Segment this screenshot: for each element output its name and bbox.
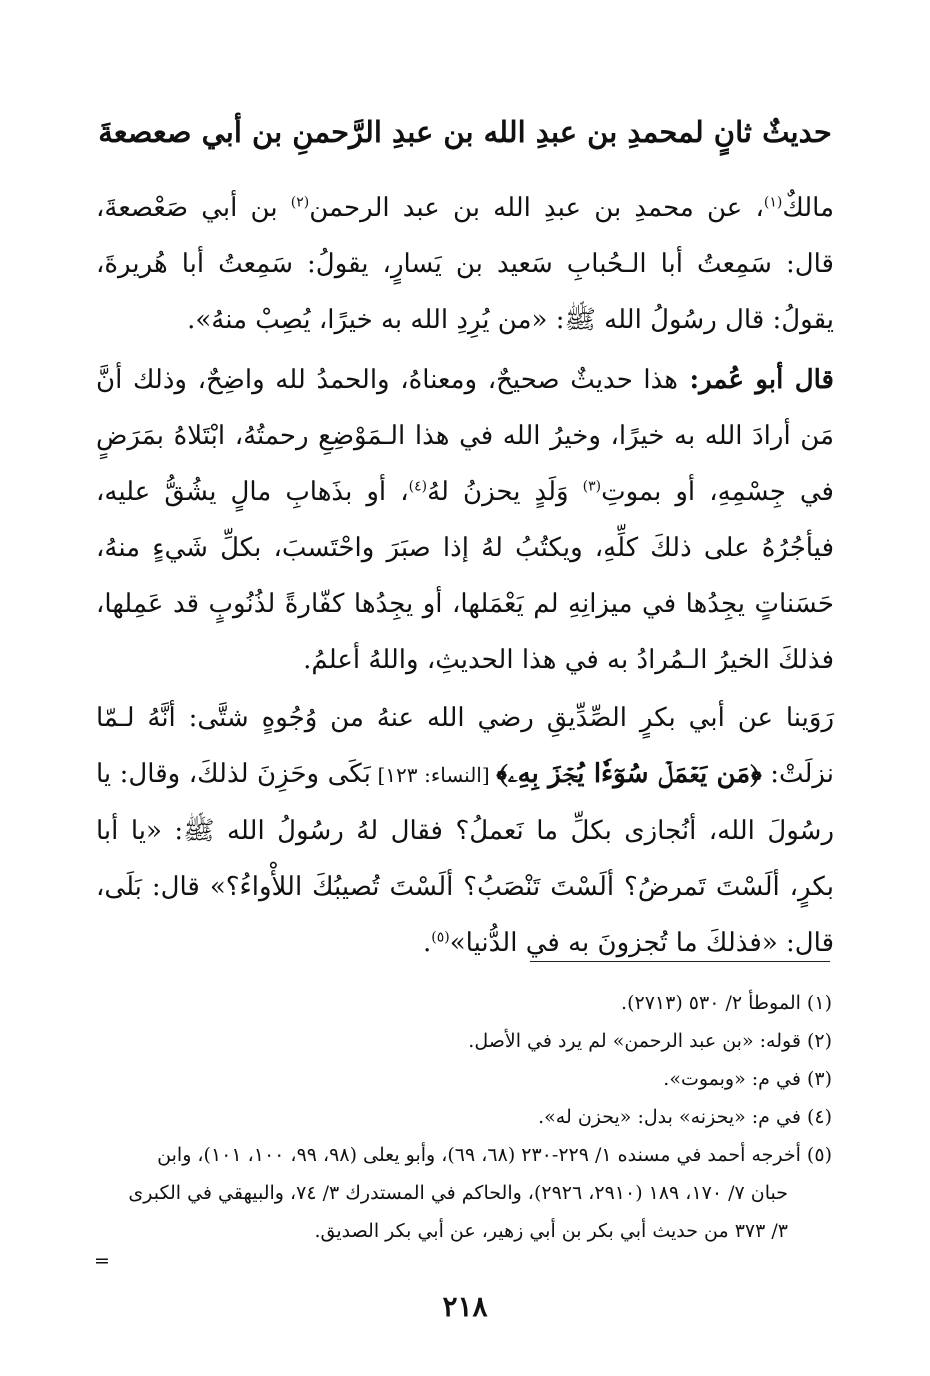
continuation-mark: = <box>94 1250 110 1272</box>
footnote-ref-3[interactable]: (٣) <box>582 478 602 495</box>
page-number: ٢١٨ <box>442 1290 488 1323</box>
section-title: حديثٌ ثانٍ لمحمدِ بن عبدِ الله بن عبدِ الرَّحمنِ بن أبي صعصعةَ <box>98 115 832 149</box>
hadith-text-part2: ، عن محمدِ بن عبدِ الله بن عبد الرحمن <box>309 193 764 223</box>
hadith-paragraph <box>96 180 834 348</box>
quran-verse: ﴿مَن يَعۡمَلۡ سُوٓءٗا يُجۡزَ بِهِۦ﴾ <box>496 759 762 789</box>
hadith-text-part1: مالكٌ <box>782 193 834 223</box>
footnote-4: (٤) في م: «يحزنه» بدل: «يحزن له». <box>538 1106 832 1128</box>
footnote-3: (٣) في م: «وبموت». <box>663 1068 832 1090</box>
commentary-lead: قال أبو عُمر: <box>678 365 834 395</box>
narration-end: . <box>423 928 432 958</box>
narration-paragraph <box>96 690 834 971</box>
commentary-paragraph <box>96 352 834 688</box>
commentary-text-part3: ، أو بذَهابِ مالٍ يشُقُّ عليه، فيأجُرُهُ على ذلكَ كلِّهِ، ويكتُبُ لهُ إذا صبَرَ واحْتَسبَ، بكلِّ شَيءٍ منهُ، حَسَناتٍ يجِدُها في ميزانِهِ لم يَعْمَلها، أو يجِدُها كفّارةً لذُنُوبٍ قد عَمِلها، فذلكَ الخيرُ الـمُرادُ به في هذا الحديثِ، واللهُ أعلمُ. <box>96 477 834 675</box>
footnote-1: (١) الموطأ ٢/ ٥٣٠ (٢٧١٣). <box>621 992 832 1014</box>
footnote-ref-1[interactable]: (١) <box>763 194 783 211</box>
footnote-2: (٢) قوله: «بن عبد الرحمن» لم يرد في الأصل. <box>468 1030 832 1052</box>
footnote-divider <box>530 961 830 962</box>
verse-citation: [النساء: ١٢٣] <box>370 763 497 787</box>
footnote-ref-5[interactable]: (٥) <box>431 929 450 946</box>
footnote-5-line-1: (٥) أخرجه أحمد في مسنده ١/ ٢٢٩-٢٣٠ (٦٨، ٦٩)، وأبو يعلى (٩٨، ٩٩، ١٠٠، ١٠١)، وابن <box>157 1144 832 1166</box>
footnote-5-line-2: حبان ٧/ ١٧٠، ١٨٩ (٢٩١٠، ٢٩٢٦)، والحاكم في المستدرك ٣/ ٧٤، والبيهقي في الكبرى <box>128 1182 788 1204</box>
footnotes-section <box>96 984 832 1250</box>
hadith-text-part3: بن أبي صَعْصعةَ، قال: سَمِعتُ أبا الـحُبابِ سَعيد بن يَسارٍ، يقولُ: سَمِعتُ أبا هُريرةَ، يقولُ: قال رسُولُ الله ﷺ: «من يُرِدِ الله به خيرًا، يُصِبْ منهُ». <box>96 193 834 335</box>
commentary-text-part2: وَلَدٍ يحزنُ لهُ <box>427 477 583 507</box>
footnote-5-line-3: ٣/ ٣٧٣ من حديث أبي بكر بن أبي زهير، عن أبي بكر الصديق. <box>314 1220 788 1242</box>
narration-text-part1: رَوَينا عن أبي بكرٍ الصِّدِّيقِ رضي الله عنهُ من وُجُوهٍ شتَّى: أنَّهُ لـمّا نزلَتْ: <box>96 703 835 789</box>
footnote-ref-2[interactable]: (٢) <box>290 194 310 211</box>
footnote-ref-4[interactable]: (٤) <box>408 478 428 495</box>
commentary-text-part1: هذا حديثٌ صحيحٌ، ومعناهُ، والحمدُ لله واضِحٌ، وذلك أنَّ مَن أرادَ الله به خيرًا، وخيرُ الله في هذا الـمَوْضِعِ رحمتُهُ، ابْتَلاهُ بمَرَضٍ في جِسْمِهِ، أو بموتِ <box>96 365 834 507</box>
narration-text-part2: بَكَى وحَزِنَ لذلكَ، وقال: يا رسُولَ الله، أنُجازى بكلِّ ما نَعملُ؟ فقال لهُ رسُولُ الله ﷺ: «يا أبا بكرٍ، ألَسْتَ تَمرضُ؟ ألَسْتَ تَنْصَبُ؟ ألَسْتَ تُصيبُكَ اللأْواءُ؟» قال: بَلَى، قال: «فذلكَ ما تُجزونَ به في الدُّنيا» <box>96 759 834 958</box>
